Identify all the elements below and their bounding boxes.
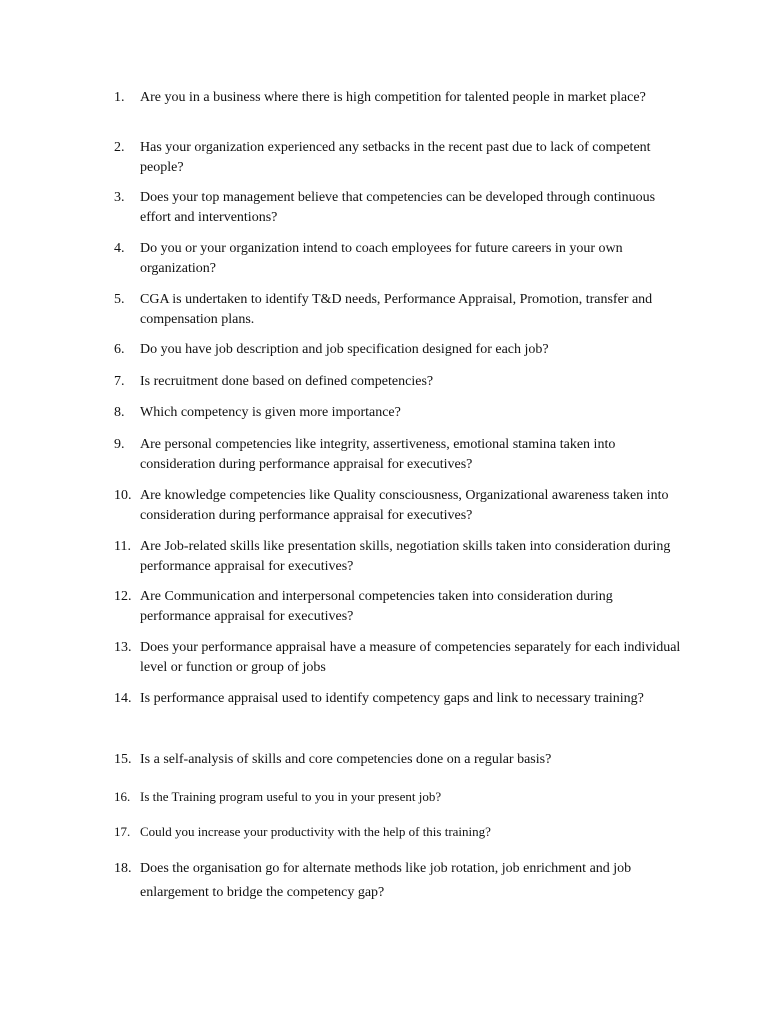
question-item-3: [114, 188, 684, 227]
question-text: Does your performance appraisal have a measure of competencies separately for each individual level or function or group of jobs: [140, 640, 681, 675]
question-item-11: [114, 537, 684, 576]
question-item-2: [114, 138, 684, 177]
question-text: Are personal competencies like integrity, assertiveness, emotional stamina taken into consideration during performance appraisal for executives?: [140, 437, 616, 472]
question-item-12: [114, 587, 684, 626]
question-text: Is performance appraisal used to identify competency gaps and link to necessary training?: [140, 691, 644, 706]
question-item-15: [114, 750, 684, 770]
question-number: 2.: [114, 140, 125, 155]
question-item-17: [114, 822, 684, 842]
question-text: Is recruitment done based on defined competencies?: [140, 374, 434, 389]
question-number: 11.: [114, 539, 131, 554]
question-number: 9.: [114, 437, 125, 452]
question-number: 17.: [114, 824, 131, 839]
question-item-14: [114, 687, 684, 711]
question-text: Which competency is given more importance?: [140, 405, 401, 420]
question-item-13: [114, 638, 684, 677]
question-item-4: [114, 239, 684, 278]
question-item-9: [114, 435, 684, 474]
question-number: 1.: [114, 90, 125, 105]
question-text: Are knowledge competencies like Quality consciousness, Organizational awareness taken into consideration during performance appraisal for executives?: [140, 488, 669, 523]
question-number: 4.: [114, 241, 125, 256]
question-item-5: [114, 290, 684, 329]
question-number: 13.: [114, 640, 132, 655]
question-number: 3.: [114, 190, 125, 205]
question-text: Has your organization experienced any setbacks in the recent past due to lack of competent people?: [140, 140, 651, 175]
question-number: 18.: [114, 861, 132, 876]
question-text: Could you increase your productivity with the help of this training?: [140, 824, 491, 839]
question-item-8: [114, 403, 684, 423]
question-number: 15.: [114, 752, 132, 767]
question-text: Are Job-related skills like presentation skills, negotiation skills taken into consideration during performance appraisal for executives?: [140, 539, 671, 574]
question-number: 12.: [114, 589, 132, 604]
question-item-18: [114, 857, 684, 905]
question-number: 7.: [114, 374, 125, 389]
question-item-1: [114, 88, 684, 108]
question-item-16: [114, 787, 684, 807]
question-text: Is a self-analysis of skills and core competencies done on a regular basis?: [140, 752, 552, 767]
question-text: Are Communication and interpersonal competencies taken into consideration during performance appraisal for executives?: [140, 589, 613, 624]
question-text: Are you in a business where there is high competition for talented people in market place?: [140, 90, 646, 105]
question-number: 16.: [114, 789, 131, 804]
question-text: Is the Training program useful to you in your present job?: [140, 789, 442, 804]
question-number: 6.: [114, 342, 125, 357]
question-item-6: [114, 340, 684, 360]
question-text: Do you or your organization intend to coach employees for future careers in your own organization?: [140, 241, 623, 276]
question-number: 14.: [114, 691, 132, 706]
question-text: Do you have job description and job specification designed for each job?: [140, 342, 549, 357]
question-item-10: [114, 486, 684, 525]
question-text: Does the organisation go for alternate methods like job rotation, job enrichment and job enlargement to bridge the competency gap?: [140, 861, 632, 900]
question-number: 10.: [114, 488, 132, 503]
question-number: 5.: [114, 292, 125, 307]
question-number: 8.: [114, 405, 125, 420]
question-text: CGA is undertaken to identify T&D needs, Performance Appraisal, Promotion, transfer and compensation plans.: [140, 292, 653, 327]
question-item-7: [114, 372, 684, 392]
question-text: Does your top management believe that competencies can be developed through continuous effort and interventions?: [140, 190, 656, 225]
